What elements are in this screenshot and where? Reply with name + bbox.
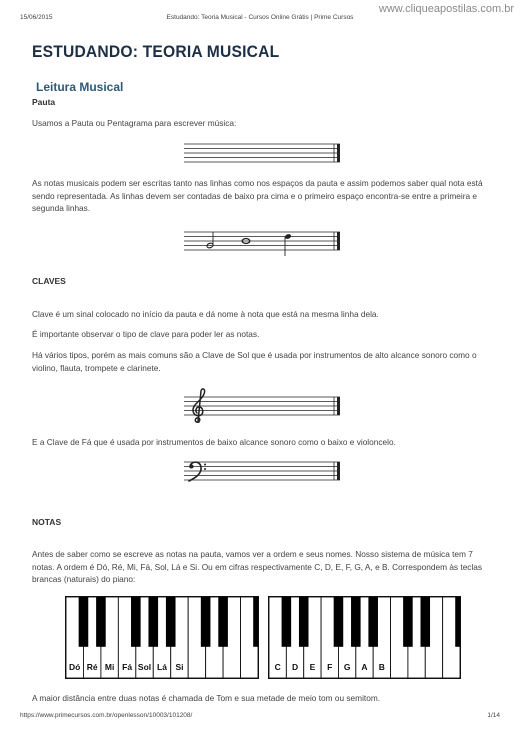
pauta-intro: Usamos a Pauta ou Pentagrama para escrever música: [32, 118, 237, 128]
print-footer [20, 712, 500, 722]
piano-key-label: Mi [104, 662, 115, 672]
claves-p3: Há vários tipos, porém as mais comuns são a Clave de Sol que é usada por instrumentos de alto alcance sonoro como o violino, flauta, trompete e clarinete. [32, 350, 477, 373]
piano-black-key [166, 597, 176, 647]
piano-key-label: A [361, 662, 368, 672]
piano-key-label: B [378, 662, 385, 672]
piano-black-key [351, 597, 361, 647]
footer-url: https://www.primecursos.com.br/openlesson/10003/101208/ [20, 712, 193, 719]
print-date: 15/06/2015 [20, 14, 53, 21]
print-page-title: Estudando: Teoria Musical - Cursos Online Grátis | Prime Cursos [166, 14, 354, 21]
claves-p1: Clave é um sinal colocado no início da pauta e dá nome à nota que está na mesma linha dela. [32, 309, 379, 319]
piano-black-key [299, 597, 309, 647]
bass-clef-staff [184, 458, 344, 484]
piano-black-key [131, 597, 141, 647]
treble-clef-staff [184, 386, 344, 426]
piano-keyboard-letters [268, 596, 461, 679]
piano-key-label: D [291, 662, 299, 672]
print-header [20, 14, 500, 26]
section-title: Leitura Musical [36, 80, 124, 94]
piano-key-label: Ré [86, 662, 98, 672]
piano-black-key [334, 597, 344, 647]
piano-black-key [253, 597, 258, 647]
piano-black-key [282, 597, 292, 647]
notas-p2: A maior distância entre duas notas é chamada de Tom e sua metade de meio tom ou semitom. [32, 693, 381, 703]
piano-black-key [455, 597, 460, 647]
piano-black-key [368, 597, 378, 647]
notas-p1: Antes de saber como se escreve as notas na pauta, vamos ver a ordem e seus nomes. Nosso sistema de música tem 7 notas. A ordem é Dó, Ré, Mi, Fá, Sol, Lá e Si. Ou em cifras respectivamente C, D, E, F, G, A, e B. Correspondem às teclas brancas (naturais) do piano: [32, 549, 483, 584]
piano-black-key [218, 597, 228, 647]
piano-keyboard-solfege [65, 596, 259, 679]
piano-key-label: Sol [137, 662, 152, 672]
claves-p4: E a Clave de Fá que é usada por instrumentos de baixo alcance sonoro como o baixo e violoncelo. [32, 437, 396, 447]
piano-key-label: Si [175, 662, 184, 672]
page-number: 1/14 [487, 712, 500, 719]
piano-key-label: C [274, 662, 281, 672]
page-title: ESTUDANDO: TEORIA MUSICAL [32, 42, 280, 61]
bass-clef-icon [189, 462, 206, 481]
piano-key-label: F [327, 662, 333, 672]
piano-key-label: Fá [122, 662, 133, 672]
watermark: www.cliqueapostilas.com.br [378, 3, 514, 15]
piano-black-key [420, 597, 430, 647]
piano-key-label: Lá [157, 662, 167, 672]
claves-p2: É importante observar o tipo de clave para poder ler as notas. [32, 329, 260, 339]
piano-key-label: Dó [69, 662, 81, 672]
piano-key-label: G [343, 662, 351, 672]
pauta-notes-text: As notas musicais podem ser escritas tanto nas linhas como nos espaços da pauta e assim podemos saber qual nota está sendo representada. As linhas devem ser contadas de baixo pra cima e o primeiro espaço encontra-se entre a primeira e segunda linhas. [32, 178, 483, 213]
half-note [206, 232, 214, 249]
claves-heading: CLAVES [32, 276, 66, 286]
piano-black-key [201, 597, 211, 647]
treble-clef-icon [193, 389, 205, 422]
notes-staff [184, 228, 344, 262]
piano-black-key [403, 597, 413, 647]
piano-key-label: E [309, 662, 316, 672]
piano-black-key [148, 597, 158, 647]
empty-staff [184, 140, 344, 166]
quarter-note [284, 233, 292, 256]
notas-heading: NOTAS [32, 517, 62, 527]
piano-black-key [79, 597, 89, 647]
piano-black-key [96, 597, 106, 647]
pauta-heading: Pauta [32, 97, 56, 107]
